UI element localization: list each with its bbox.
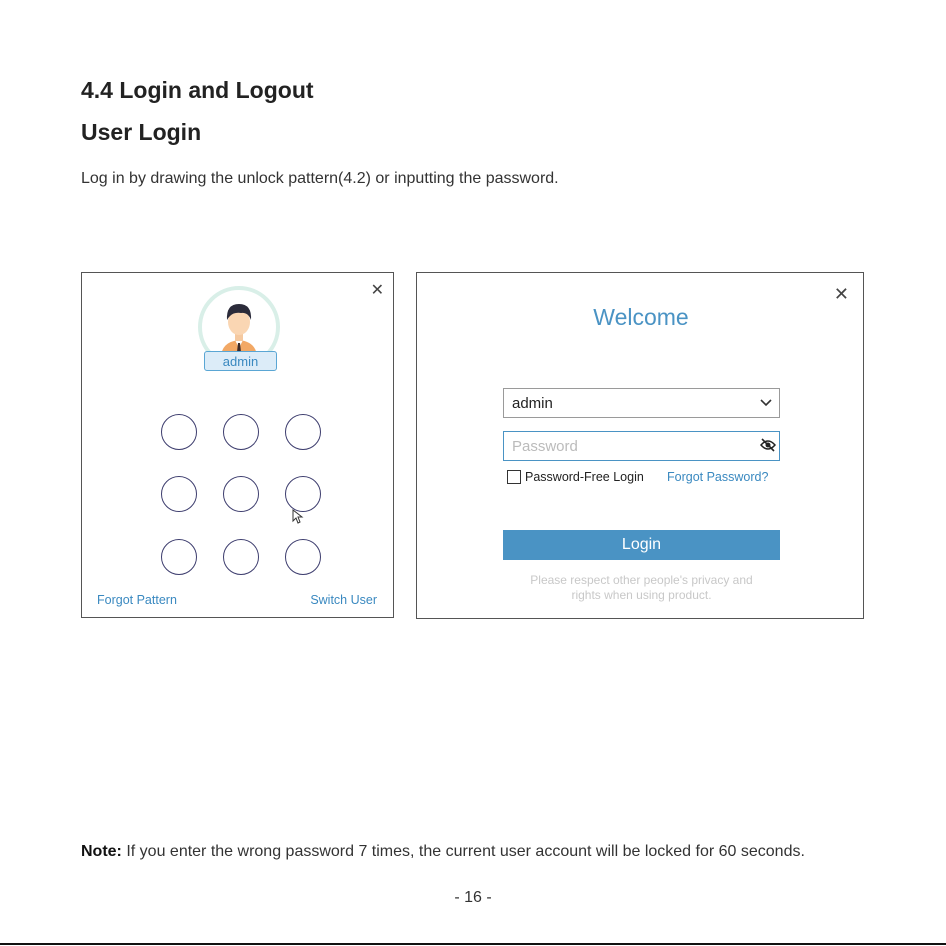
pattern-dot[interactable] (223, 476, 259, 512)
mouse-pointer-icon (292, 509, 304, 525)
bottom-rule (0, 943, 946, 945)
pattern-dot[interactable] (223, 539, 259, 575)
pattern-dot[interactable] (285, 539, 321, 575)
eye-off-icon[interactable] (760, 438, 776, 452)
username-select[interactable] (503, 388, 780, 418)
note-text (81, 843, 805, 861)
forgot-pattern-link[interactable]: Forgot Pattern (97, 593, 177, 607)
pattern-dot[interactable] (223, 414, 259, 450)
username-badge[interactable]: admin (204, 351, 277, 371)
login-button[interactable]: Login (503, 530, 780, 560)
pattern-dot[interactable] (161, 539, 197, 575)
privacy-note (503, 573, 780, 603)
privacy-line: rights when using product. (571, 588, 712, 602)
note-body: If you enter the wrong password 7 times, the current user account will be locked for 60 seconds. (121, 843, 805, 860)
forgot-password-link[interactable]: Forgot Password? (667, 470, 769, 484)
password-free-checkbox[interactable] (507, 470, 521, 484)
subsection-heading: User Login (81, 119, 202, 145)
pattern-login-panel (81, 272, 394, 618)
password-free-label: Password-Free Login (525, 470, 644, 484)
user-avatar-icon (208, 296, 270, 358)
privacy-line: Please respect other people's privacy and (530, 573, 753, 587)
password-login-panel (416, 272, 864, 619)
section-heading: 4.4 Login and Logout (81, 77, 314, 103)
welcome-title: Welcome (593, 304, 689, 330)
chevron-down-icon (760, 399, 772, 407)
close-icon[interactable]: ✕ (833, 284, 849, 304)
note-label: Note: (81, 843, 122, 860)
pattern-dot[interactable] (285, 476, 321, 512)
intro-text: Log in by drawing the unlock pattern(4.2) or inputting the password. (81, 170, 559, 187)
close-icon[interactable]: ✕ (370, 282, 384, 299)
username-value: admin (512, 395, 553, 412)
pattern-dot[interactable] (285, 414, 321, 450)
pattern-dot[interactable] (161, 476, 197, 512)
switch-user-link[interactable]: Switch User (310, 593, 377, 607)
page-number: - 16 - (454, 889, 492, 906)
password-input[interactable] (503, 431, 780, 461)
pattern-dot[interactable] (161, 414, 197, 450)
